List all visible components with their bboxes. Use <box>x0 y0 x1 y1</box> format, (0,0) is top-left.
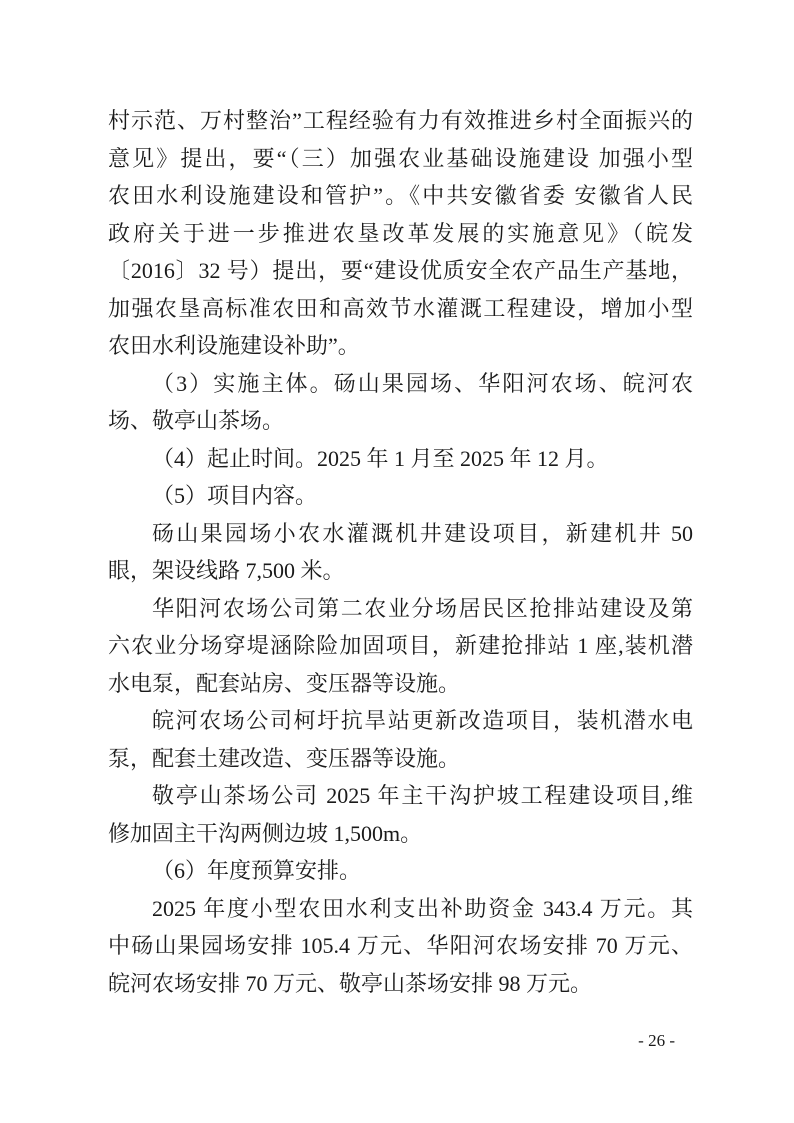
page-number: - 26 - <box>638 1031 675 1050</box>
text-line: 村示范、万村整治”工程经验有力有效推进乡村全面振兴的 <box>108 108 693 133</box>
text-line: 政府关于进一步推进农垦改革发展的实施意见》（皖发 <box>108 220 693 246</box>
text-line: 加强农垦高标准农田和高效节水灌溉工程建设，增加小型 <box>108 295 693 321</box>
text-line: 皖河农场安排 70 万元、敬亭山茶场安排 98 万元。 <box>108 970 593 996</box>
text-line: 皖河农场公司柯圩抗旱站更新改造项目，装机潜水电 <box>152 708 693 733</box>
text-line: 意见》提出，要“（三）加强农业基础设施建设 加强小型 <box>108 145 693 171</box>
text-line: 砀山果园场小农水灌溉机井建设项目，新建机井 50 <box>152 520 693 546</box>
text-line: 农田水利设施建设补助”。 <box>108 333 360 358</box>
text-line: （4）起止时间。2025 年 1 月至 2025 年 12 月。 <box>152 445 609 471</box>
text-line: 修加固主干沟两侧边坡 1,500m。 <box>108 820 423 846</box>
text-line: 中砀山果园场安排 105.4 万元、华阳河农场安排 70 万元、 <box>108 933 693 958</box>
text-line: 华阳河农场公司第二农业分场居民区抢排站建设及第 <box>152 595 693 621</box>
text-line: 2025 年度小型农田水利支出补助资金 343.4 万元。其 <box>152 895 693 921</box>
text-line: （5）项目内容。 <box>152 483 318 508</box>
text-line: 六农业分场穿堤涵除险加固项目，新建抢排站 1 座,装机潜 <box>108 633 693 658</box>
text-line: 水电泵，配套站房、变压器等设施。 <box>108 670 461 696</box>
text-line: （6）年度预算安排。 <box>152 858 362 883</box>
text-line: 泵，配套土建改造、变压器等设施。 <box>108 745 461 771</box>
document-body <box>108 102 693 1002</box>
text-line: 场、敬亭山茶场。 <box>108 408 285 433</box>
text-line: 眼，架设线路 7,500 米。 <box>108 558 345 583</box>
text-line: 敬亭山茶场公司 2025 年主干沟护坡工程建设项目,维 <box>152 783 693 808</box>
text-line: 〔2016〕32 号）提出，要“建设优质安全农产品生产基地， <box>108 258 693 283</box>
text-line: （3）实施主体。砀山果园场、华阳河农场、皖河农 <box>152 370 693 396</box>
text-line: 农田水利设施建设和管护”。《中共安徽省委 安徽省人民 <box>108 183 693 208</box>
